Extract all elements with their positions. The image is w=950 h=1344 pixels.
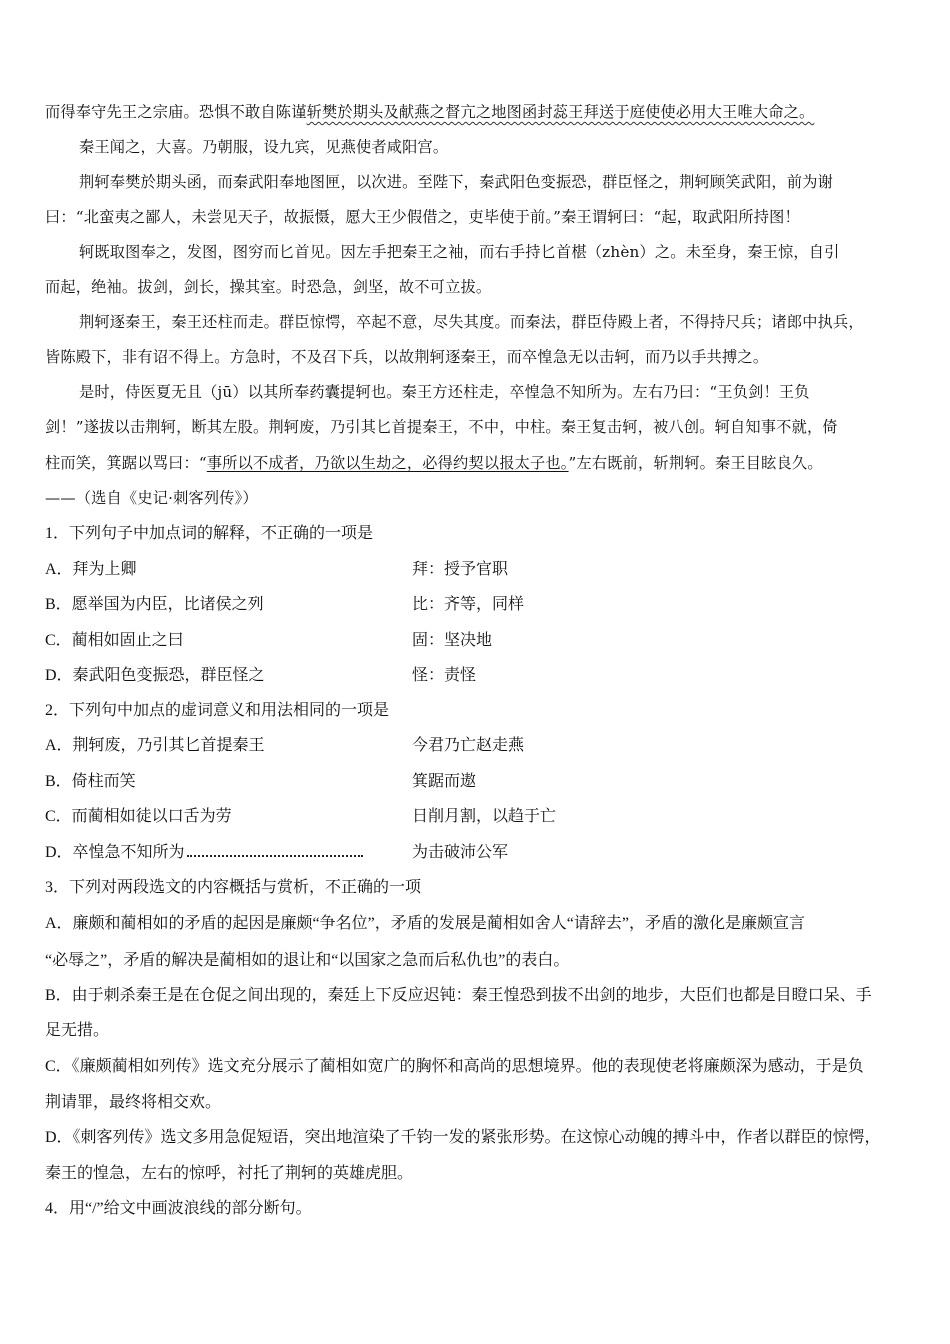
option-compare: 今君乃亡赵走燕 xyxy=(412,737,525,754)
q3-option-c-line-2: 荆请罪，最终将相交欢。 xyxy=(45,1094,222,1111)
q3-option-a-line-1: A．廉颇和蔺相如的矛盾的起因是廉颇“争名位”，矛盾的发展是蔺相如舍人“请辞去”，矛盾的激化是廉颇宣言 xyxy=(45,915,805,932)
option-text: C．而蔺相如徒以口舌为劳 xyxy=(45,808,232,825)
dotted-leader xyxy=(187,843,363,857)
passage-line-11 xyxy=(45,453,950,473)
option-compare: 为击破沛公军 xyxy=(412,844,509,861)
passage-line-8: 皆陈殿下，非有诏不得上。方急时，不及召下兵，以故荆轲逐秦王，而卒惶急无以击轲，而乃以手共搏之。 xyxy=(45,348,769,366)
q1-option-d xyxy=(45,666,950,686)
option-compare: 箕踞而遨 xyxy=(412,773,477,790)
q3-option-d-line-1: D．《刺客列传》选文多用急促短语，突出地渲染了千钧一发的紧张形势。在这惊心动魄的搏斗中，作者以群臣的惊愕， xyxy=(45,1129,881,1146)
question-3-stem: 3．下列对两段选文的内容概括与赏析，不正确的一项 xyxy=(45,879,422,896)
option-gloss: 怪：责怪 xyxy=(412,667,477,684)
passage-line-10: 剑！”遂拔以击荆轲，断其左股。荆轲废，乃引其匕首提秦王，不中，中柱。秦王复击轲，被八创。轲自知事不就，倚 xyxy=(45,418,838,436)
q3-option-a-line-2: “必辱之”，矛盾的解决是蔺相如的退让和“以国家之急而后私仇也”的表白。 xyxy=(45,952,570,969)
q1-option-c xyxy=(45,631,950,651)
option-text: A．荆轲废，乃引其匕首提秦王 xyxy=(45,737,265,754)
question-1-stem: 1．下列句子中加点词的解释，不正确的一项是 xyxy=(45,525,374,542)
q2-option-c xyxy=(45,807,950,827)
passage-line-1 xyxy=(45,102,950,122)
option-compare: 日削月割，以趋于亡 xyxy=(412,808,557,825)
option-text: C．蔺相如固止之曰 xyxy=(45,632,184,649)
question-4-stem: 4．用“/”给文中画波浪线的部分断句。 xyxy=(45,1200,312,1217)
passage-text: ”左右既前，斩荆轲。秦王目眩良久。 xyxy=(568,454,823,472)
option-gloss: 固：坚决地 xyxy=(412,632,493,649)
underlined-sentence: 事所以不成者，乃欲以生劫之，必得约契以报太子也。 xyxy=(206,454,569,472)
option-text: D．卒惶急不知所为 xyxy=(45,844,185,861)
passage-line-5: 轲既取图奉之，发图，图穷而匕首见。因左手把秦王之袖，而右手持匕首椹（zhèn）之。未至身，秦王惊，自引 xyxy=(79,243,840,261)
passage-line-6: 而起，绝袖。拔剑，剑长，操其室。时恐急，剑坚，故不可立拔。 xyxy=(45,278,492,296)
q2-option-a xyxy=(45,736,950,756)
q3-option-d-line-2: 秦王的惶急，左右的惊呼，衬托了荆轲的英雄虎胆。 xyxy=(45,1165,414,1182)
option-text: B．愿举国为内臣，比诸侯之列 xyxy=(45,596,264,613)
q1-option-b xyxy=(45,595,950,615)
option-text: A．拜为上卿 xyxy=(45,561,137,578)
q3-option-b-line-2: 足无措。 xyxy=(45,1022,110,1039)
option-gloss: 拜：授予官职 xyxy=(412,561,509,578)
q3-option-b-line-1: B．由于刺杀秦王是在仓促之间出现的，秦廷上下反应迟钝：秦王惶恐到拔不出剑的地步，大臣们也都是目瞪口呆、手 xyxy=(45,987,872,1004)
option-text: B．倚柱而笑 xyxy=(45,773,136,790)
option-gloss: 比：齐等，同样 xyxy=(412,596,525,613)
q2-option-b xyxy=(45,772,950,792)
passage-source: ——（选自《史记·刺客列传》） xyxy=(45,489,258,507)
passage-line-9: 是时，侍医夏无且（jū）以其所奉药囊提轲也。秦王方还柱走，卒惶急不知所为。左右乃曰：“王负剑！王负 xyxy=(79,383,810,401)
passage-text: 而得奉守先王之宗庙。恐惧不敢自陈谨 xyxy=(45,103,307,121)
passage-line-2: 秦王闻之，大喜。乃朝服，设九宾，见燕使者咸阳宫。 xyxy=(79,138,449,156)
passage-line-3: 荆轲奉樊於期头函，而秦武阳奉地图匣，以次进。至陛下，秦武阳色变振恐，群臣怪之，荆轲顾笑武阳，前为谢 xyxy=(79,173,833,191)
q3-option-c-line-1: C．《廉颇蔺相如列传》选文充分展示了蔺相如宽广的胸怀和高尚的思想境界。他的表现使老将廉颇深为感动，于是负 xyxy=(45,1058,864,1075)
option-text: D．秦武阳色变振恐，群臣怪之 xyxy=(45,667,265,684)
passage-line-4: 曰：“北蛮夷之鄙人，未尝见天子，故振慑，愿大王少假借之，吏毕使于前。”秦王谓轲曰：“起，取武阳所持图！ xyxy=(45,208,800,226)
passage-text: 柱而笑，箕踞以骂曰：“ xyxy=(45,454,207,472)
question-2-stem: 2．下列句中加点的虚词意义和用法相同的一项是 xyxy=(45,702,390,719)
wavy-underlined-text: 斩樊於期头及献燕之督亢之地图函封蕊王拜送于庭使使必用大王唯大命之。 xyxy=(306,103,815,121)
q2-option-d xyxy=(45,843,950,863)
q1-option-a xyxy=(45,560,950,580)
passage-line-7: 荆轲逐秦王，秦王还柱而走。群臣惊愕，卒起不意，尽失其度。而秦法，群臣侍殿上者，不得持尺兵；诸郎中执兵， xyxy=(79,313,864,331)
